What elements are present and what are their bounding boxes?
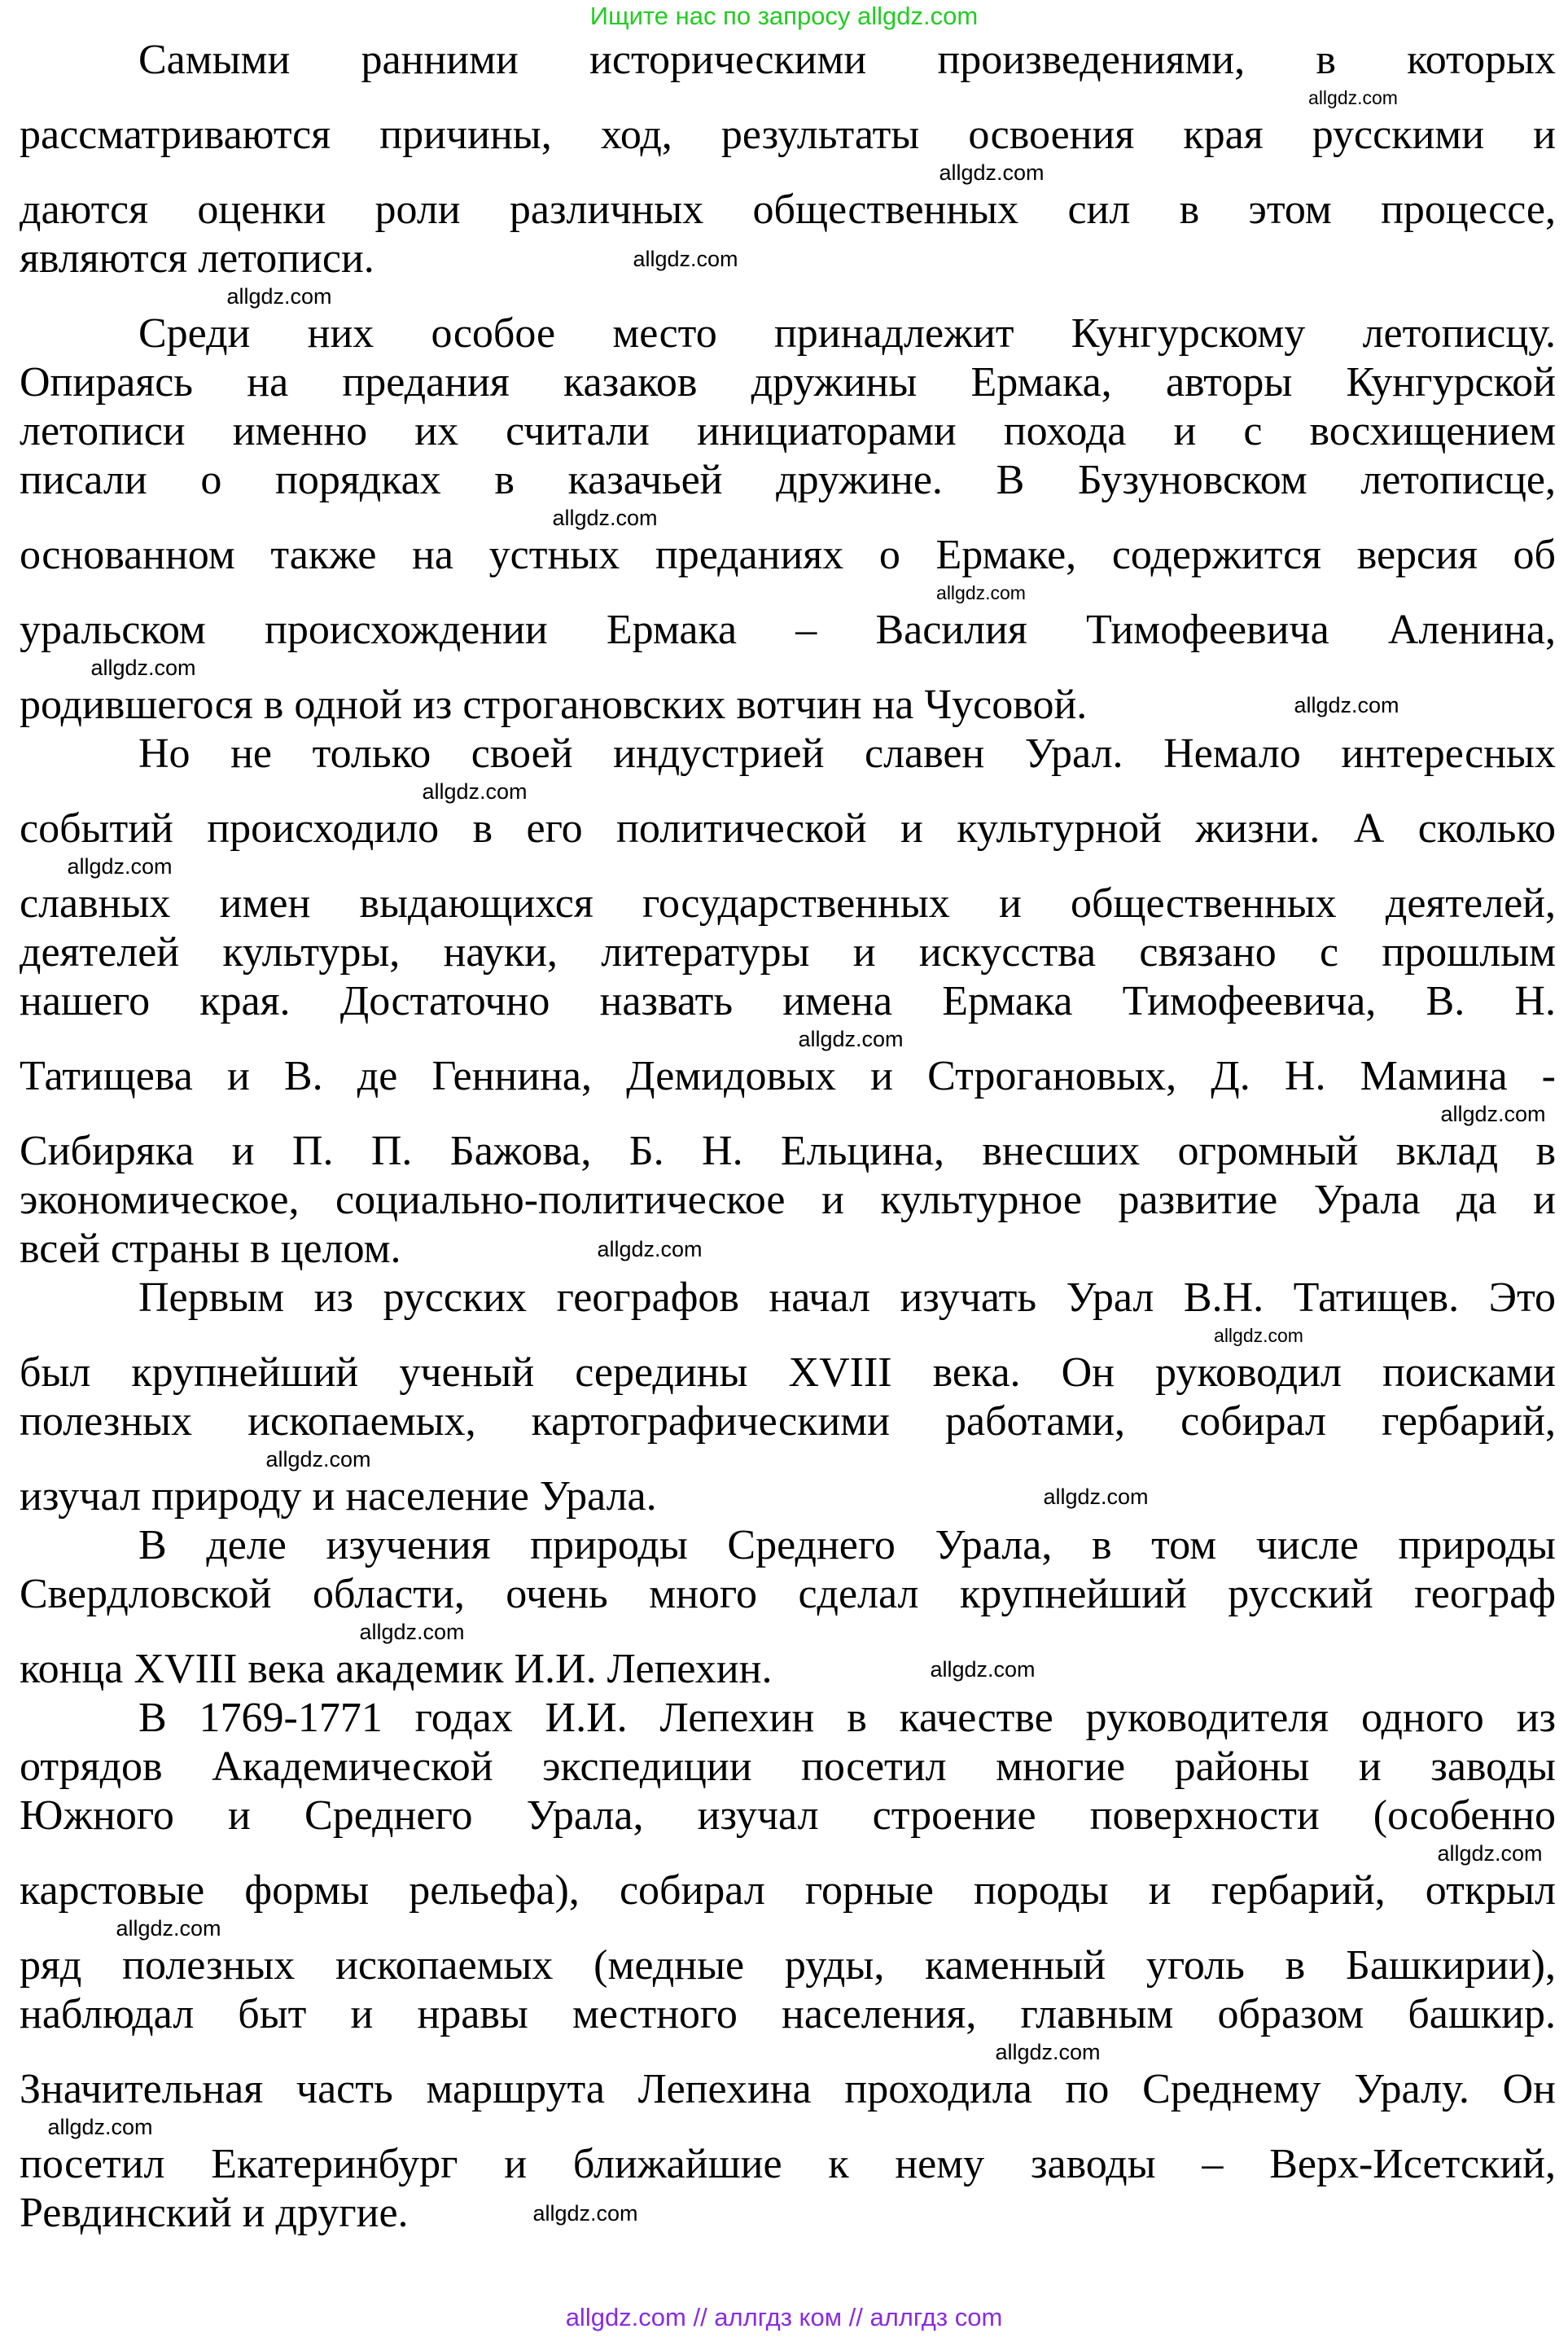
watermark: allgdz.com <box>422 779 528 804</box>
text-line-content: летописи именно их считали инициаторами похода и с восхищением <box>20 408 1556 454</box>
watermark-row <box>20 2039 1556 2065</box>
text-line-content: Татищева и В. де Геннина, Демидовых и Строгановых, Д. Н. Мамина - <box>20 1053 1556 1099</box>
text-line <box>20 1694 1556 1743</box>
text-line-content: родившегося в одной из строгановских вотчин на Чусовой. <box>20 682 1088 728</box>
watermark-row <box>20 1840 1556 1866</box>
text-line-content: славных имен выдающихся государственных и общественных деятелей, <box>20 880 1556 927</box>
text-line-content: Сибиряка и П. П. Бажова, Б. Н. Ельцина, внесших огромный вклад в <box>20 1128 1556 1174</box>
watermark: allgdz.com <box>1308 87 1398 108</box>
watermark: allgdz.com <box>226 284 332 309</box>
text-line <box>20 2140 1556 2189</box>
text-line-content: уральском происхождении Ермака – Василия Тимофеевича Аленина, <box>20 607 1556 653</box>
paragraph <box>20 1274 1556 1521</box>
watermark-row <box>20 580 1556 606</box>
watermark-row <box>20 85 1556 111</box>
watermark-row <box>20 1446 1556 1472</box>
watermark-row <box>20 1322 1556 1349</box>
text-line <box>20 1052 1556 1101</box>
text-line-content: карстовые формы рельефа), собирал горные породы и гербарий, открыл <box>20 1867 1556 1914</box>
text-line <box>20 681 1556 730</box>
text-line <box>20 1225 1556 1274</box>
watermark: allgdz.com <box>597 1237 703 1261</box>
text-line-content: Первым из русских географов начал изучать Урал В.Н. Татищев. Это <box>138 1274 1556 1321</box>
watermark: allgdz.com <box>47 2115 153 2139</box>
text-line-content: Свердловской области, очень много сделал крупнейший русский географ <box>20 1571 1556 1617</box>
text-line <box>20 456 1556 505</box>
watermark: allgdz.com <box>936 582 1026 603</box>
text-line-content: был крупнейший ученый середины XVIII века. Он руководил поисками <box>20 1349 1556 1396</box>
text-line <box>20 1472 1556 1521</box>
text-line <box>20 111 1556 160</box>
text-line <box>20 1274 1556 1322</box>
text-line-content: нашего края. Достаточно назвать имена Ермака Тимофеевича, В. Н. <box>20 978 1556 1024</box>
text-line <box>20 1645 1556 1694</box>
watermark: allgdz.com <box>552 506 658 530</box>
text-line <box>20 1990 1556 2039</box>
text-line <box>20 928 1556 977</box>
search-banner: Ищите нас по запросу allgdz.com <box>589 2 979 30</box>
text-line-content: основанном также на устных преданиях о Ермаке, содержится версия об <box>20 532 1556 578</box>
text-line-content: наблюдал быт и нравы местного населения, главным образом башкир. <box>20 1991 1556 2037</box>
watermark: allgdz.com <box>116 1916 221 1941</box>
watermark-row <box>20 1026 1556 1052</box>
text-line-content: экономическое, социально-политическое и культурное развитие Урала да и <box>20 1177 1556 1223</box>
watermark-row <box>20 505 1556 531</box>
text-line-content: событий происходило в его политической и культурной жизни. А сколько <box>20 805 1556 852</box>
watermark: allgdz.com <box>1437 1841 1543 1866</box>
text-line <box>20 1397 1556 1446</box>
watermark-row <box>20 2114 1556 2140</box>
text-line <box>20 730 1556 778</box>
text-line <box>20 879 1556 928</box>
text-line-content: посетил Екатеринбург и ближайшие к нему заводы – Верх-Исетский, <box>20 2141 1556 2187</box>
text-line-content: являются летописи. <box>20 235 374 282</box>
text-line-content: отрядов Академической экспедиции посетил многие районы и заводы <box>20 1743 1556 1790</box>
watermark: allgdz.com <box>1214 1325 1303 1346</box>
watermark: allgdz.com <box>1294 693 1399 717</box>
text-line-content: изучал природу и население Урала. <box>20 1473 657 1520</box>
text-line-content: Южного и Среднего Урала, изучал строение поверхности (особенно <box>20 1792 1556 1839</box>
text-line-content: деятелей культуры, науки, литературы и искусства связано с прошлым <box>20 929 1556 976</box>
text-line-content: Ревдинский и другие. <box>20 2190 409 2236</box>
text-line <box>20 186 1556 235</box>
text-line-content: всей страны в целом. <box>20 1226 401 1272</box>
text-line-content: Среди них особое место принадлежит Кунгурскому летописцу. <box>138 310 1556 357</box>
paragraph <box>20 1694 1556 2238</box>
text-line <box>20 531 1556 580</box>
watermark: allgdz.com <box>532 2201 638 2226</box>
watermark: allgdz.com <box>359 1620 465 1644</box>
watermark: allgdz.com <box>633 247 738 271</box>
paragraph <box>20 730 1556 1274</box>
text-line <box>20 36 1556 85</box>
watermark-row <box>20 778 1556 805</box>
watermark-row <box>20 655 1556 681</box>
watermark: allgdz.com <box>67 854 173 879</box>
watermark: allgdz.com <box>90 656 196 680</box>
text-line-content: рассматриваются причины, ход, результаты освоения края русскими и <box>20 112 1556 158</box>
text-line <box>20 358 1556 407</box>
text-line <box>20 1792 1556 1840</box>
footer-banner: allgdz.com // аллгдз ком // аллгдз com <box>565 2303 1003 2331</box>
text-line <box>20 1570 1556 1619</box>
watermark: allgdz.com <box>798 1027 904 1051</box>
watermark-row <box>20 853 1556 879</box>
text-line-content: Самыми ранними историческими произведениями, в которых <box>138 37 1556 83</box>
watermark: allgdz.com <box>939 160 1045 185</box>
watermark-row <box>20 1101 1556 1127</box>
text-line-content: писали о порядках в казачьей дружине. В Бузуновском летописце, <box>20 457 1556 503</box>
text-line <box>20 309 1556 358</box>
text-line <box>20 1127 1556 1176</box>
watermark-row <box>20 1619 1556 1645</box>
text-line <box>20 1743 1556 1792</box>
text-line <box>20 606 1556 655</box>
text-line-content: В деле изучения природы Среднего Урала, в том числе природы <box>138 1522 1556 1568</box>
paragraph <box>20 309 1556 730</box>
text-line-content: Но не только своей индустрией славен Урал. Немало интересных <box>138 730 1556 777</box>
text-line <box>20 977 1556 1026</box>
text-line-content: ряд полезных ископаемых (медные руды, каменный уголь в Башкирии), <box>20 1942 1556 1989</box>
text-line <box>20 407 1556 456</box>
text-line <box>20 805 1556 853</box>
watermark-row <box>20 160 1556 186</box>
text-line <box>20 1941 1556 1990</box>
text-line-content: конца XVIII века академик И.И. Лепехин. <box>20 1646 773 1692</box>
text-line <box>20 1521 1556 1570</box>
watermark: allgdz.com <box>930 1657 1036 1682</box>
text-line-content: полезных ископаемых, картографическими работами, собирал гербарий, <box>20 1398 1556 1445</box>
text-line <box>20 2189 1556 2238</box>
text-line-content: даются оценки роли различных общественных сил в этом процессе, <box>20 186 1556 233</box>
watermark-row <box>20 283 1556 309</box>
text-line <box>20 1349 1556 1397</box>
watermark-row <box>20 1915 1556 1941</box>
text-line-content: В 1769-1771 годах И.И. Лепехин в качестве руководителя одного из <box>138 1695 1556 1741</box>
text-line <box>20 235 1556 283</box>
paragraph <box>20 1521 1556 1694</box>
text-line-content: Значительная часть маршрута Лепехина проходила по Среднему Уралу. Он <box>20 2066 1556 2112</box>
watermark: allgdz.com <box>1043 1485 1149 1509</box>
text-line <box>20 1866 1556 1915</box>
text-line <box>20 2065 1556 2114</box>
text-line-content: Опираясь на предания казаков дружины Ермака, авторы Кунгурской <box>20 359 1556 406</box>
watermark: allgdz.com <box>265 1447 371 1471</box>
text-line <box>20 1176 1556 1225</box>
paragraph <box>20 36 1556 309</box>
watermark: allgdz.com <box>995 2040 1101 2064</box>
watermark: allgdz.com <box>1440 1102 1546 1126</box>
document-body <box>20 36 1556 2238</box>
